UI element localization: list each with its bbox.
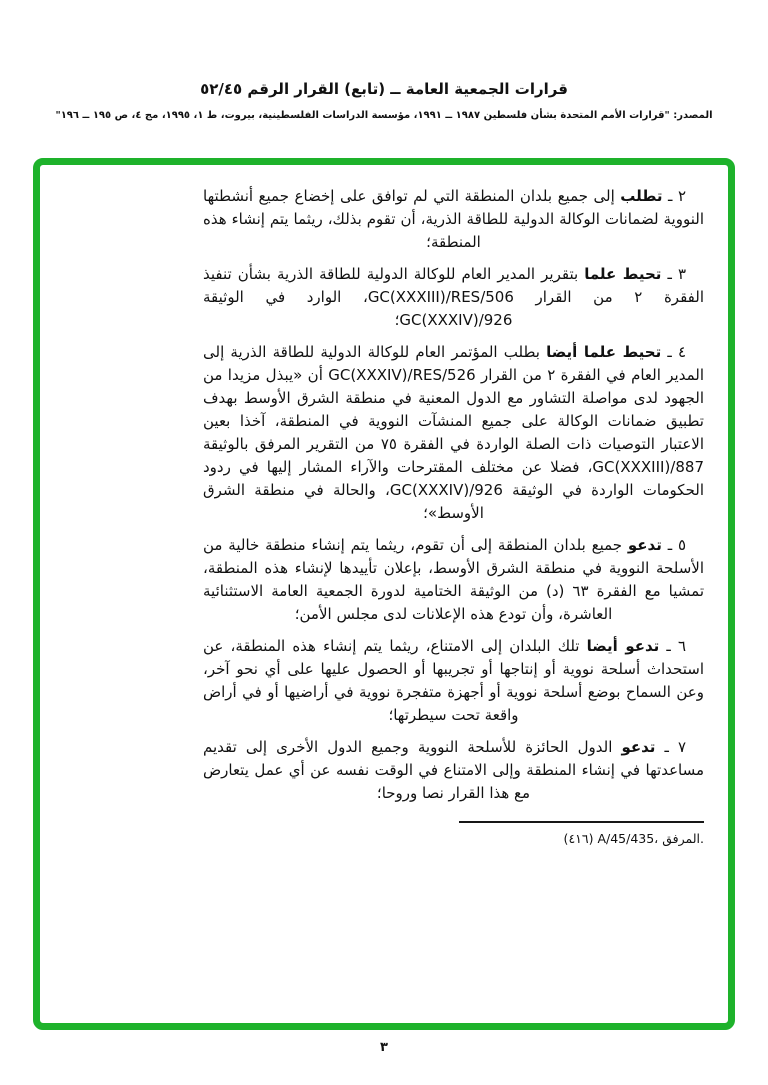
paragraph-number: ٧ ـ [655,738,687,756]
paragraph-number: ٤ ـ [661,343,686,361]
paragraph-lead: تدعو [627,536,662,554]
highlight-border [33,158,735,1030]
resolution-paragraph-6 [203,635,704,727]
paragraph-lead: تدعو أيضا [586,637,660,655]
page-number: ٣ [380,1040,388,1055]
paragraph-number: ٢ ـ [662,187,686,205]
resolution-paragraph-5 [203,534,704,626]
paragraph-text: تلك البلدان إلى الامتناع، ريثما يتم إنشاء هذه المنطقة، عن استحداث أسلحة نووية أو إنتاجها أو تجريبها أو الحصول عليها على أي نحو آخر، وعن السماح بوضع أسلحة نووية أو أجهزة متفجرة نووية في أراضيها أو في أراض واقعة تحت سيطرتها؛ [203,637,704,724]
resolution-paragraph-3 [203,263,704,332]
paragraph-lead: تطلب [620,187,663,205]
resolution-paragraph-2 [203,185,704,254]
paragraph-lead: تحيط علما [584,265,662,283]
paragraph-lead: تحيط علما أيضا [546,343,662,361]
paragraph-lead: تدعو [621,738,656,756]
paragraph-number: ٣ ـ [661,265,686,283]
footnote-separator [459,821,704,823]
paragraph-text: جميع بلدان المنطقة إلى أن تقوم، ريثما يتم إنشاء منطقة خالية من الأسلحة النووية في منطقة الشرق الأوسط، بإعلان تأييدها لإنشاء هذه المنطقة، تمشيا مع الفقرة ٦٣ (د) من الوثيقة الختامية لدورة الجمعية العامة الاستثنائية العاشرة، وأن تودع هذه الإعلانات لدى مجلس الأمن؛ [203,536,704,623]
page-title: قرارات الجمعية العامة ــ (تابع) القرار الرقم ٥٢/٤٥ [200,80,568,98]
paragraph-number: ٦ ـ [659,637,687,655]
resolution-text-block [40,165,728,1023]
paragraph-text: بطلب المؤتمر العام للوكالة الدولية للطاقة الذرية إلى المدير العام في الفقرة ٢ من القرار GC(XXXIV)/RES/526 أن «يبذل مزيدا من الجهود لدى مواصلة التشاور مع الدول المعنية في منطقة الشرق الأوسط بهدف تطبيق ضمانات الوكالة على جميع المنشآت النووية في المنطقة، آخذا بعين الاعتبار التوصيات ذات الصلة الواردة في الفقرة ٧٥ من التقرير المرفق بالوثيقة GC(XXXIII)/887، فضلا عن مختلف المقترحات والآراء المشار إليها في ردود الحكومات الواردة في الوثيقة GC(XXXIV)/926، والحالة في منطقة الشرق الأوسط»؛ [203,343,705,522]
resolution-paragraph-7 [203,736,704,805]
paragraph-number: ٥ ـ [661,536,686,554]
source-line: المصدر: "قرارات الأمم المتحدة بشأن فلسطين ١٩٨٧ ــ ١٩٩١، مؤسسة الدراسات الفلسطينية، بيروت، ط ١، ١٩٩٥، مج ٤، ص ١٩٥ ــ ١٩٦" [55,110,713,121]
paragraph-text: إلى جميع بلدان المنطقة التي لم توافق على إخضاع جميع أنشطتها النووية لضمانات الوكالة الدولية للطاقة الذرية، أن تقوم بذلك، ريثما يتم إنشاء هذه المنطقة؛ [203,187,704,251]
resolution-paragraph-4 [203,341,704,525]
paragraph-text: بتقرير المدير العام للوكالة الدولية للطاقة الذرية بشأن تنفيذ الفقرة ٢ من القرار GC(XXXIII)/RES/506، الوارد في الوثيقة GC(XXXIV)/926؛ [203,265,704,329]
footnote: (٤١٦) A/45/435، المرفق. [563,831,704,846]
paragraph-text: الدول الحائزة للأسلحة النووية وجميع الدول الأخرى إلى تقديم مساعدتها في إنشاء المنطقة وإلى الامتناع في الوقت نفسه عن أي عمل يتعارض مع هذا القرار نصا وروحا؛ [203,738,704,802]
